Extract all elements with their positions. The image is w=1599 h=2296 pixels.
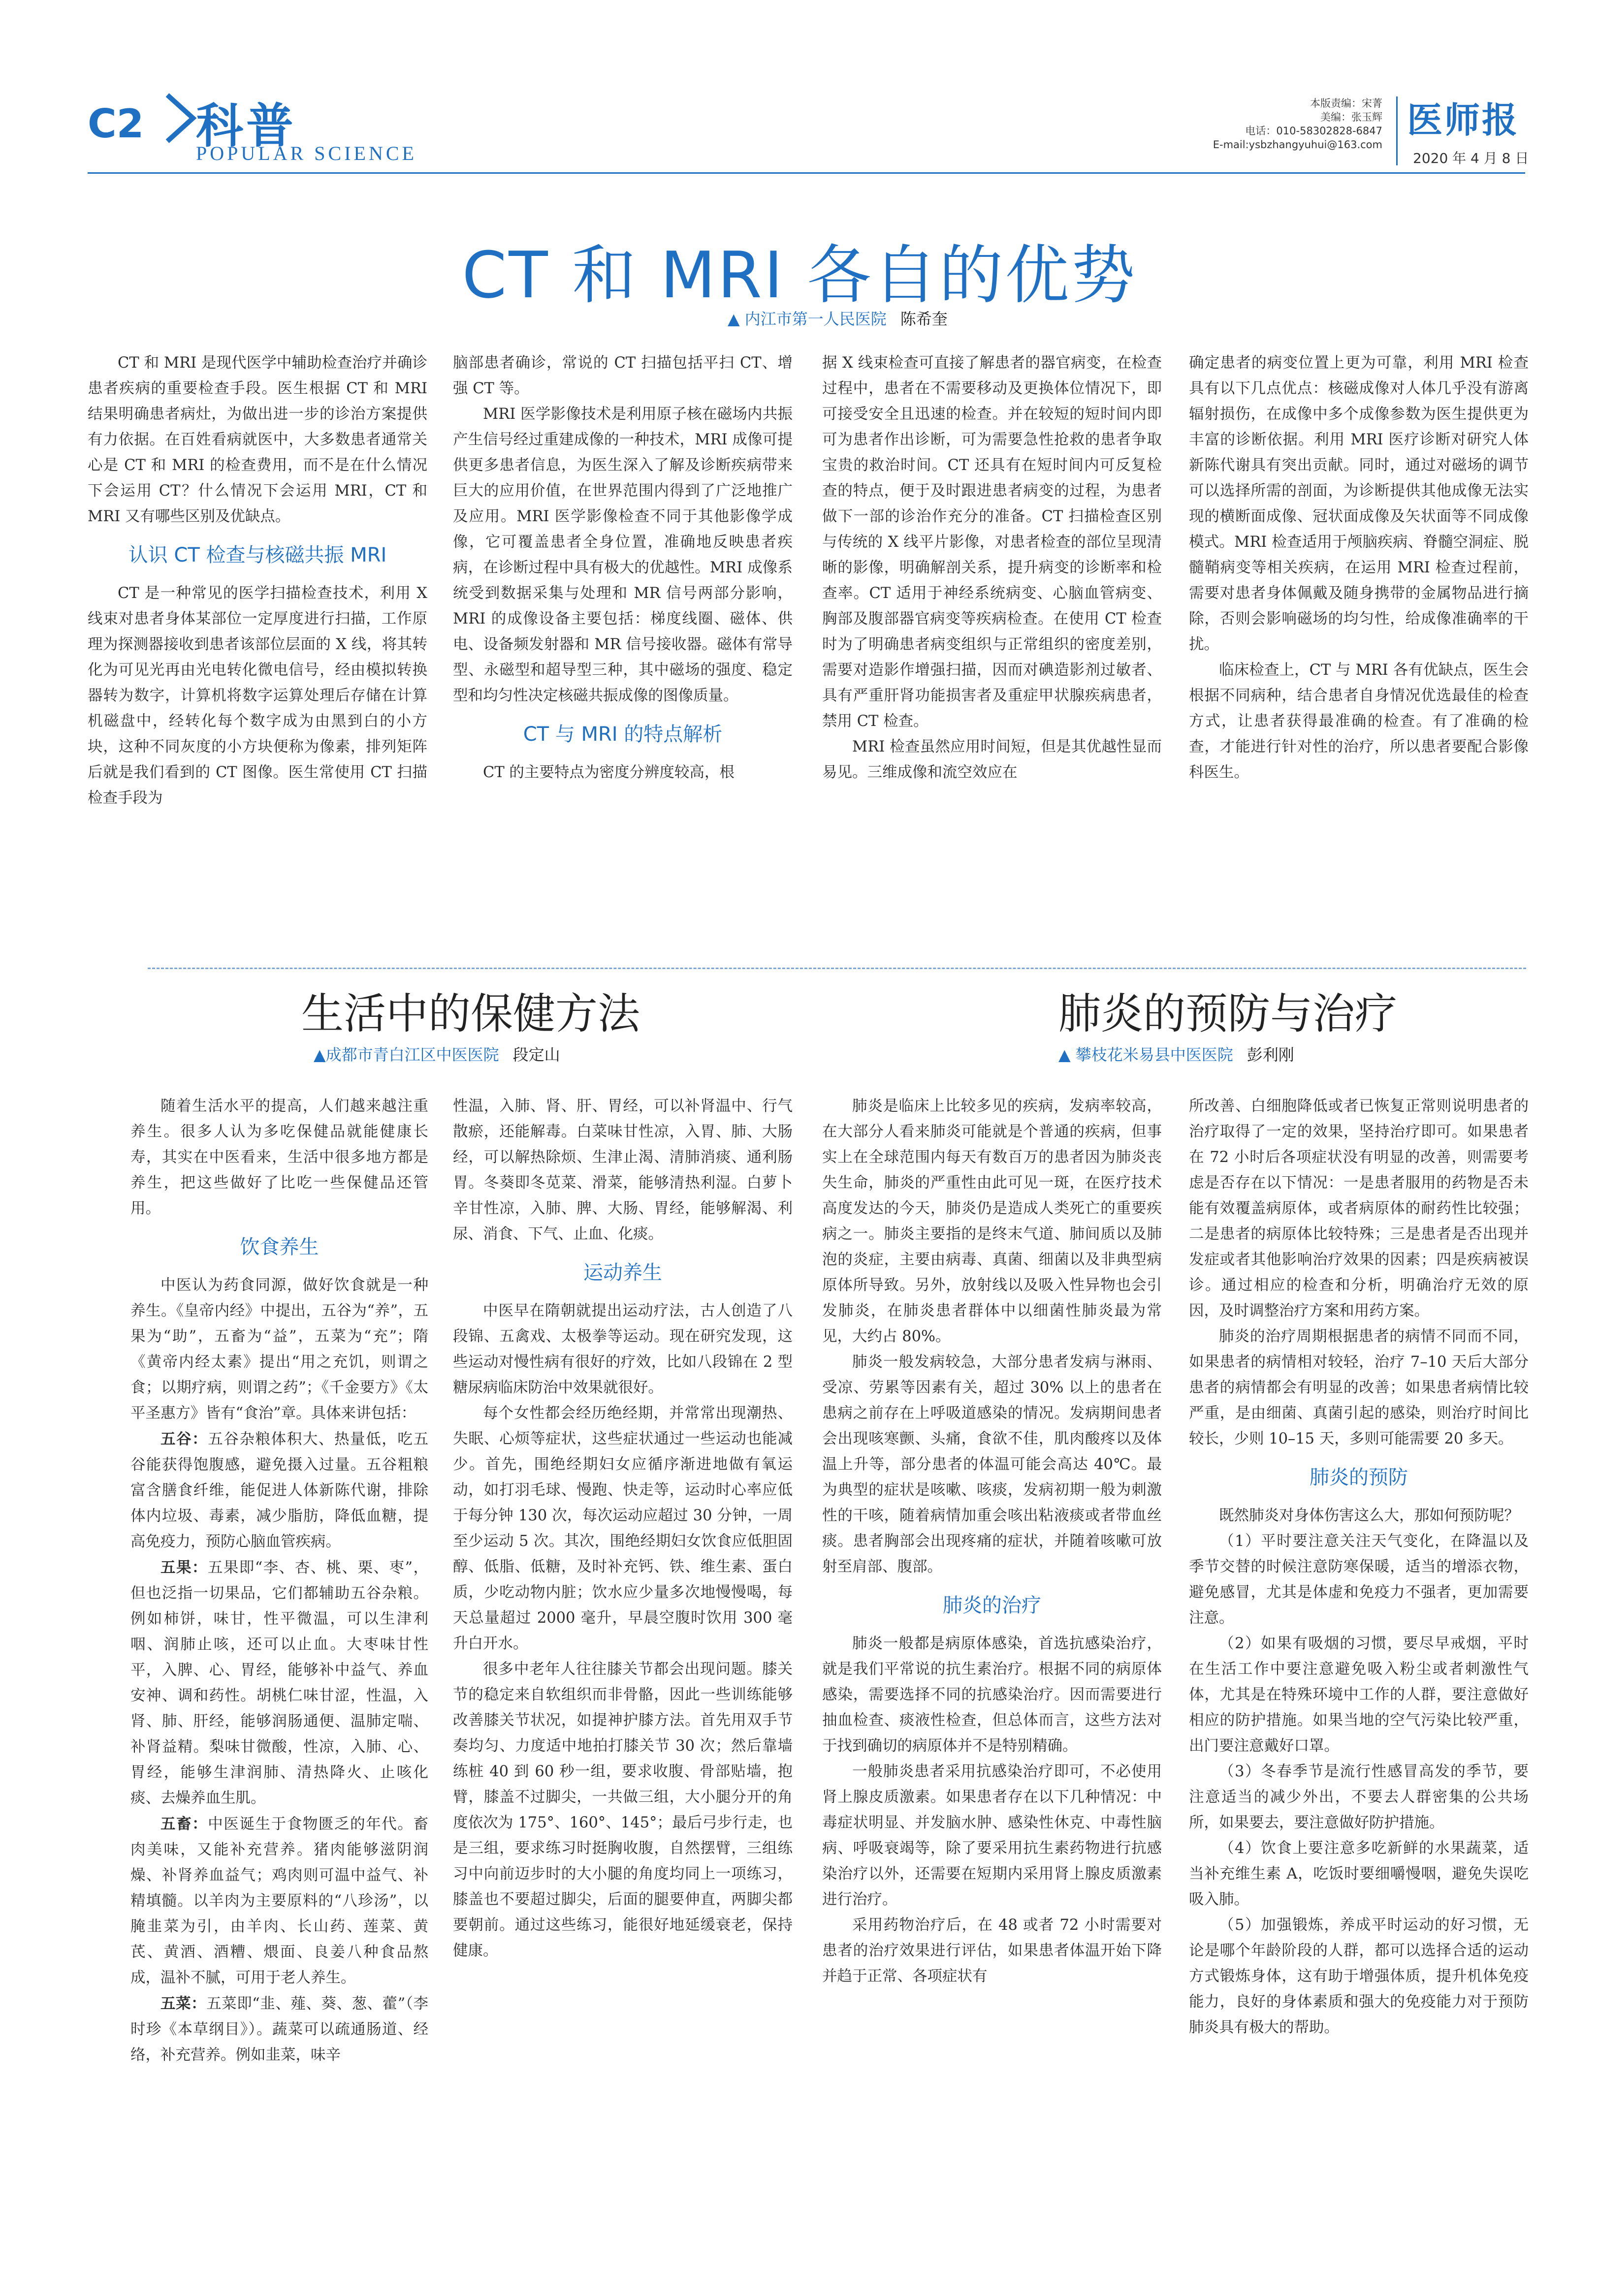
paragraph-text: 一般肺炎患者采用抗感染治疗即可，不必使用肾上腺皮质激素。如果患者存在以下几种情况：中毒症状明显、并发脑水肿、感染性休克、中毒性脑病、呼吸衰竭等，除了要采用抗生素药物进行抗感染治疗以外，还需要在短期内采用肾上腺皮质激素进行治疗。 [822,1763,1162,1908]
paragraph-text: 确定患者的病变位置上更为可靠，利用 MRI 检查具有以下几点优点：核磁成像对人体几乎没有游离辐射损伤，在成像中多个成像参数为医生提供更为丰富的诊断依据。利用 MRI 医疗诊断对研究人体新陈代谢具有突出贡献。同时，通过对磁场的调节可以选择所需的剖面，为诊断提供其他成像无法实现的横断面成像、冠状面成像及矢状面等不同成像模式。MRI 检查适用于颅脑疾病、脊髓空洞症、脱髓鞘病变等相关疾病，在运用 MRI 检查过程前，需要对患者身体佩戴及随身携带的金属物品进行摘除，否则会影响磁场的均匀性，给成像准确率的干扰。 [1189,354,1529,653]
section-heading: 运动养生 [583,1261,662,1284]
paragraph [822,1759,1162,1913]
paragraph [822,350,1162,734]
paragraph-text: 五菜即“韭、薤、葵、葱、藿”（李时珍《本草纲目》）。蔬菜可以疏通肠道、经络，补充营养。例如韭菜，味辛 [130,1995,428,2064]
article-ct-mri-byline [728,307,948,329]
paragraph [453,1401,793,1657]
article-health-byline [314,1042,560,1065]
paragraph-text: （3）冬春季节是流行性感冒高发的季节，要注意适当的减少外出，不要去人群密集的公共场所，如果要去，要注意做好防护措施。 [1189,1763,1529,1831]
byline-org: ▲成都市青白江区中医医院 [314,1045,499,1064]
paragraph-text: 五果即“李、杏、桃、栗、枣”，但也泛指一切果品，它们都辅助五谷杂粮。例如柿饼，味甘，性平微温，可以生津利咽、润肺止咳，还可以止血。大枣味甘性平，入脾、心、胃经，能够补中益气、养血安神、调和药性。胡桃仁味甘涩，性温，入肾、肺、肝经，能够润肠通便、温肺定喘、补肾益精。梨味甘微酸，性凉，入肺、心、胃经，能够生津润肺、清热降火、止咳化痰、去燥养血生肌。 [130,1559,429,1807]
paragraph-text: 随着生活水平的提高，人们越来越注重养生。很多人认为多吃保健品就能健康长寿，其实在中医看来，生活中很多地方都是养生，把这些做好了比吃一些保健品还管用。 [130,1098,428,1217]
paragraph [130,1555,428,1811]
paragraph [822,1913,1162,1989]
paragraph-text: 中医诞生于食物匮乏的年代。畜肉美味，又能补充营养。猪肉能够滋阴润燥、补肾养血益气；鸡肉则可温中益气、补精填髓。以羊肉为主要原料的“八珍汤”，以腌韭菜为引，由羊肉、长山药、莲菜、黄芪、黄酒、酒糟、煨面、良姜八种食品熬成，温补不腻，可用于老人养生。 [130,1816,428,1986]
paragraph-text: 采用药物治疗后，在 48 或者 72 小时需要对患者的治疗效果进行评估，如果患者体温开始下降并趋于正常、各项症状有 [822,1917,1162,1985]
paragraph [1189,1759,1529,1836]
section-title: 科普 [196,98,296,154]
paragraph [1189,350,1529,658]
paragraph [1189,1094,1529,1324]
section-subtitle: POPULAR SCIENCE [196,142,417,164]
paragraph [1189,1836,1529,1913]
paragraph [1189,1913,1529,2041]
header-rule [88,172,1525,174]
issue-date: 2020 年 4 月 8 日 [1413,150,1529,166]
paragraph-text: 临床检查上，CT 与 MRI 各有优缺点，医生会根据不同病种，结合患者自身情况优选最佳的检查方式，让患者获得最准确的检查。有了准确的检查，才能进行针对性的治疗，所以患者要配合影像科医生。 [1189,661,1529,781]
section-heading: 肺炎的治疗 [943,1594,1041,1617]
paragraph [822,1094,1162,1350]
paragraph [1189,1529,1529,1631]
article-health-title: 生活中的保健方法 [301,989,640,1038]
paragraph-text: CT 和 MRI 是现代医学中辅助检查治疗并确诊患者疾病的重要检查手段。医生根据 CT 和 MRI 结果明确患者病灶，为做出进一步的诊治方案提供有力依据。在百姓看病就医中，大多数患者通常关心是 CT 和 MRI 的检查费用，而不是在什么情况下会运用 CT？什么情况下会运用 MRI，CT 和 MRI 又有哪些区别及优缺点。 [88,354,427,525]
article-health-col-2 [453,1094,793,1964]
article-pneumonia-col-2 [1189,1094,1529,2041]
byline-org: ▲ 内江市第一人民医院 [728,310,887,328]
paragraph [1189,658,1529,786]
paragraph [130,1273,428,1426]
byline-author: 彭利刚 [1247,1045,1294,1064]
paragraph [453,402,793,709]
paragraph [822,1631,1162,1759]
paragraph [130,1426,428,1555]
masthead-divider [1396,96,1398,165]
paragraph [453,1094,793,1247]
paragraph-text: 肺炎一般发病较急，大部分患者发病与淋雨、受凉、劳累等因素有关，超过 30% 以上的患者在患病之前存在上呼吸道感染的情况。发病期间患者会出现咳寒颤、头痛，食欲不佳，肌肉酸疼以及体温上升等，部分患者的体温可能会高达 40℃。最为典型的症状是咳嗽、咳痰，发病初期一般为刺激性的干咳，随着病情加重会咳出粘液痰或者带血丝痰。患者胸部会出现疼痛的症状，并随着咳嗽可放射至肩部、腹部。 [822,1353,1162,1575]
paragraph [88,581,427,811]
paragraph-text: 很多中老年人往往膝关节都会出现问题。膝关节的稳定来自软组织而非骨骼，因此一些训练能够改善膝关节状况，如提神护膝方法。首先用双手节奏均匀、力度适中地拍打膝关节 30 次；然后靠墙练桩 40 到 60 秒一组，要求收腹、骨部贴墙，抱臂，膝盖不过脚尖，一共做三组，大小腿分开的角度依次为 175°、160°、145°；最后弓步行走，也是三组，要求练习时挺胸收腹，自然摆臂，三组练习中向前迈步时的大小腿的角度均同上一项练习，膝盖也不要超过脚尖，后面的腿要伸直，两脚尖都要朝前。通过这些练习，能很好地延缓衰老，保持健康。 [453,1661,793,1959]
paragraph-text: 所改善、白细胞降低或者已恢复正常则说明患者的治疗取得了一定的效果，坚持治疗即可。如果患者在 72 小时后各项症状没有明显的改善，则需要考虑是否存在以下情况：一是患者服用的药物是否未能有效覆盖病原体，或者病原体的耐药性比较强；二是患者的病原体比较特殊；三是患者是否出现并发症或者其他影响治疗效果的因素；四是疾病被误诊。通过相应的检查和分析，明确治疗无效的原因，及时调整治疗方案和用药方案。 [1189,1098,1529,1320]
paragraph [130,1991,428,2068]
article-ct-mri-title: CT 和 MRI 各自的优势 [462,238,1137,313]
section-heading: 肺炎的预防 [1310,1466,1408,1489]
section-heading: CT 与 MRI 的特点解析 [523,723,723,746]
paragraph-text: 据 X 线束检查可直接了解患者的器官病变，在检查过程中，患者在不需要移动及更换体位情况下，即可接受安全且迅速的检查。并在较短的短时间内即可为患者作出诊断，可为需要急性抢救的患者争取宝贵的救治时间。CT 还具有在短时间内可反复检查的特点，便于及时跟进患者病变的过程，为患者做下一部的诊治作充分的准备。CT 扫描检查区别与传统的 X 线平片影像，对患者检查的部位呈现清晰的影像，明确解剖关系，提升病变的诊断率和检查率。CT 适用于神经系统病变、心脑血管病变、胸部及腹部器官病变等疾病检查。在使用 CT 检查时为了明确患者病变组织与正常组织的密度差别，需要对造影作增强扫描，因而对碘造影剂过敏者、具有严重肝肾功能损害者及重症甲状腺疾病患者，禁用 CT 检查。 [822,354,1162,730]
designer-credit: 美编：张玉辉 [1320,111,1382,123]
paragraph [453,350,793,402]
paragraph-text: CT 的主要特点为密度分辨度较高，根 [483,764,735,781]
paragraph [822,1350,1162,1580]
editor-credit: 本版责编：宋菁 [1310,97,1382,109]
paragraph-text: （1）平时要注意关注天气变化，在降温以及季节交替的时候注意防寒保暖，适当的增添衣物，避免感冒，尤其是体虚和免疫力不强者，更加需要注意。 [1189,1533,1529,1627]
paragraph [130,1811,428,1991]
paragraph-text: 中医认为药食同源，做好饮食就是一种养生。《皇帝内经》中提出，五谷为“养”，五果为“助”，五畜为“益”，五菜为“充”；隋《黄帝内经太素》提出“用之充饥，则谓之食；以期疗病，则谓之药”；《千金要方》《太平圣惠方》皆有“食治”章。具体来讲包括： [130,1277,428,1422]
paragraph-text: 肺炎是临床上比较多见的疾病，发病率较高，在大部分人看来肺炎可能就是个普通的疾病，但事实上在全球范围内每天有数百万的患者因为肺炎丧失生命，肺炎的严重性由此可见一斑，在医疗技术高度发达的今天，肺炎仍是造成人类死亡的重要疾病之一。肺炎主要指的是终末气道、肺间质以及肺泡的炎症，主要由病毒、真菌、细菌以及非典型病原体所导致。另外，放射线以及吸入性异物也会引发肺炎，在肺炎患者群体中以细菌性肺炎最为常见，大约占 80%。 [822,1098,1162,1345]
section-heading: 饮食养生 [240,1236,319,1258]
paragraph-text: MRI 检查虽然应用时间短，但是其优越性显而易见。三维成像和流空效应在 [822,738,1162,781]
paragraph-text: 既然肺炎对身体伤害这么大，那如何预防呢？ [1219,1507,1519,1524]
paragraph [453,1657,793,1964]
paragraph-text: （2）如果有吸烟的习惯，要尽早戒烟，平时在生活工作中要注意避免吸入粉尘或者刺激性气体，尤其是在特殊环境中工作的人群，要注意做好相应的防护措施。如果当地的空气污染比较严重，出门要注意戴好口罩。 [1189,1635,1529,1755]
paragraph-lead: 五果： [160,1559,208,1576]
paragraph [88,350,427,530]
paragraph-text: 五谷杂粮体积大、热量低，吃五谷能获得饱腹感，避免摄入过量。五谷粗粮富含膳食纤维，能促进人体新陈代谢，排除体内垃圾、毒素，减少脂肪，降低血糖，提高免疫力，预防心脑血管疾病。 [130,1431,428,1550]
paragraph-text: 每个女性都会经历绝经期，并常常出现潮热、失眠、心烦等症状，这些症状通过一些运动也能减少。首先，围绝经期妇女应循序渐进地做有氧运动，如打羽毛球、慢跑、快走等，运动时心率应低于每分钟 130 次，每次运动应超过 30 分钟，一周至少运动 5 次。其次，围绝经期妇女饮食应低胆固醇、低脂、低糖，及时补充钙、铁、维生素、蛋白质，少吃动物内脏；饮水应少量多次地慢慢喝，每天总量超过 2000 毫升，早晨空腹时饮用 300 毫升白开水。 [453,1405,793,1652]
article-ct-mri-col-1 [88,350,427,811]
paragraph [1189,1324,1529,1452]
section-heading: 认识 CT 检查与核磁共振 MRI [128,544,387,566]
paragraph-text: 肺炎的治疗周期根据患者的病情不同而不同，如果患者的病情相对较轻，治疗 7–10 天后大部分患者的病情都会有明显的改善；如果患者病情比较严重，是由细菌、真菌引起的感染，则治疗时间比较长，少则 10–15 天，多则可能需要 20 多天。 [1189,1328,1529,1447]
paragraph [822,734,1162,786]
paragraph [453,760,793,786]
paragraph [1189,1503,1529,1529]
article-health-col-1 [130,1094,428,2068]
brand-logo: 医师报 [1407,99,1520,141]
byline-author: 陈希奎 [900,310,948,328]
paragraph-text: CT 是一种常见的医学扫描检查技术，利用 X 线束对患者身体某部位一定厚度进行扫描，工作原理为探测器接收到患者该部位层面的 X 线，将其转化为可见光再由光电转化微电信号，经由模拟转换器转为数字，计算机将数字运算处理后存储在计算机磁盘中，经转化每个数字成为由黑到白的小方块，这种不同灰度的小方块便称为像素，排列矩阵后就是我们看到的 CT 图像。医生常使用 CT 扫描检查手段为 [88,585,427,807]
paragraph-text: 性温，入肺、肾、肝、胃经，可以补肾温中、行气散瘀，还能解毒。白菜味甘性凉，入胃、肺、大肠经，可以解热除烦、生津止渴、清肺消痰、通利肠胃。冬葵即冬苋菜、滑菜，能够清热利湿。白萝卜辛甘性凉，入肺、脾、大肠、胃经，能够解渴、利尿、消食、下气、止血、化痰。 [453,1098,793,1243]
paragraph-lead: 五谷： [160,1430,208,1448]
contact-email: E-mail:ysbzhangyuhui@163.com [1213,139,1382,151]
paragraph-lead: 五菜： [160,1995,207,2013]
article-ct-mri-col-3 [822,350,1162,786]
article-pneumonia-title: 肺炎的预防与治疗 [1058,989,1397,1038]
contact-phone: 电话：010-58302828-6847 [1245,125,1382,137]
article-ct-mri-col-4 [1189,350,1529,786]
paragraph-text: 脑部患者确诊，常说的 CT 扫描包括平扫 CT、增强 CT 等。 [453,354,793,397]
article-separator [148,968,1526,969]
paragraph-text: （4）饮食上要注意多吃新鲜的水果蔬菜，适当补充维生素 A，吃饭时要细嚼慢咽，避免失误吃吸入肺。 [1189,1840,1529,1908]
paragraph [1189,1631,1529,1759]
paragraph-text: 中医早在隋朝就提出运动疗法，古人创造了八段锦、五禽戏、太极拳等运动。现在研究发现，这些运动对慢性病有很好的疗效，比如八段锦在 2 型糖尿病临床防治中效果就很好。 [453,1302,793,1396]
paragraph-text: （5）加强锻炼，养成平时运动的好习惯，无论是哪个年龄阶段的人群，都可以选择合适的运动方式锻炼身体，这有助于增强体质，提升机体免疫能力，良好的身体素质和强大的免疫能力对于预防肺炎具有极大的帮助。 [1189,1917,1529,2036]
byline-author: 段定山 [512,1045,560,1064]
paragraph [130,1094,428,1222]
paragraph-text: MRI 医学影像技术是利用原子核在磁场内共振产生信号经过重建成像的一种技术，MRI 成像可提供更多患者信息，为医生深入了解及诊断疾病带来巨大的应用价值，在世界范围内得到了广泛地推广及应用。MRI 医学影像检查不同于其他影像学成像，它可覆盖患者全身位置，准确地反映患者疾病，在诊断过程中具有极大的优越性。MRI 成像系统受到数据采集与处理和 MR 信号两部分影响，MRI 的成像设备主要包括：梯度线圈、磁体、供电、设备频发射器和 MR 信号接收器。磁体有常导型、永磁型和超导型三种，其中磁场的强度、稳定型和均匀性决定核磁共振成像的图像质量。 [453,406,793,704]
paragraph [453,1298,793,1401]
byline-org: ▲ 攀枝花米易县中医医院 [1058,1045,1233,1064]
article-pneumonia-col-1 [822,1094,1162,1989]
article-ct-mri-col-2 [453,350,793,786]
masthead-info [1213,96,1382,152]
article-pneumonia-byline [1058,1042,1294,1065]
paragraph-lead: 五畜： [160,1815,208,1833]
paragraph-text: 肺炎一般都是病原体感染，首选抗感染治疗，就是我们平常说的抗生素治疗。根据不同的病原体感染，需要选择不同的抗感染治疗。因而需要进行抽血检查、痰液性检查，但总体而言，这些方法对于找到确切的病原体并不是特别精确。 [822,1635,1162,1755]
page-number: C2 [88,101,144,147]
